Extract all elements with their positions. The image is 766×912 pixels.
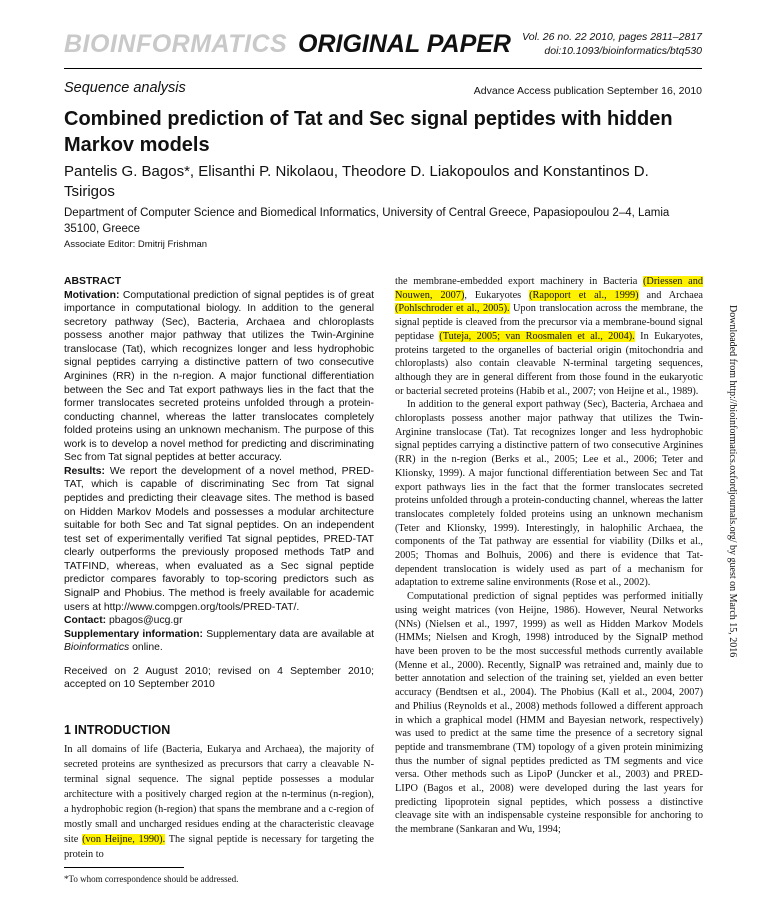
text-run: the membrane-embedded export machinery in Bacteria (395, 276, 638, 287)
intro-tail: The signal peptide is necessary for targeting the protein to (64, 834, 374, 860)
section-label: Sequence analysis (64, 80, 186, 96)
header-rule (64, 68, 702, 69)
paper-type: ORIGINAL PAPER (298, 30, 511, 58)
text-run: , Eukaryotes (464, 289, 522, 301)
citation-highlight[interactable]: (Driessen and Nouwen, 2007) (395, 276, 704, 301)
right-paragraph-3: Computational prediction of signal peptides was performed initially using weight matrices (von Heijne, 1986). However, Neural Networks (NNs) (Nielsen et al., 1997, 1999) as well as Hidden Markov Models (HMMs; Nielsen and Krogh, 1998) introduced by the SignalP method have been proven to be the most successful methods currently available (Menne et al., 2000). Recently, SignalP was retrained and, mainly due to better annotation and selection of the training set, yielded an even better accuracy (Bendtsen et al., 2004). The Phobius (Kall et al., 2004, 2007) and Philius (Reynolds et al., 2008) methods followed a different approach in which a graphical model (HMM and Bayesian network, respectively) was used to predict at the same time the presence of a secretory signal peptide and transmembrane (TM) topology of a given protein minimizing thus the number of signal peptides predicted as TM segments and vice versa. Other methods such as LipoP (Juncker et al., 2003) and PRED-LIPO (Bagos et al., 2008) were developed during the last years for predicting lipoprotein signal peptides, which possess a distinctive cleavage site with an indispensable cysteine responsible for anchoring to the membrane (Sankaran and Wu, 1994; (395, 591, 703, 836)
abstract-supplementary (64, 628, 374, 655)
intro-text: In all domains of life (Bacteria, Eukarya and Archaea), the majority of secreted proteins are synthesized as precursors that carry a cleavable N-terminal signal sequence. The signal peptide possesses a modular architecture with a positively charged region at the n-terminus (n-region), a hydrophobic region (h-region) that spans the membrane and a c-region of mostly small and uncharged residues ending at the characteristic cleavage site (64, 744, 374, 845)
supp-journal: Bioinformatics (64, 642, 130, 654)
right-paragraph-2: In addition to the general export pathway (Sec), Bacteria, Archaea and chloroplasts possess another major pathway that utilizes the Twin-Arginine translocase (Tat). Tat recognizes longer and less hydrophobic signal peptides carrying a distinctive pattern of two consecutive Arginines (RR) in the n-region (Berks et al., 2005; Lee et al., 2006; Teter and Klionsky, 1999). A major functional differentiation between Sec and Tat export pathways lies in the fact that the former translocates secreted proteins unfolded through a protein-conducting channel, whereas the latter translocates completely folded proteins using an unknown mechanism (Teter and Klionsky, 1999). Interestingly, in halophilic Archaea, the components of the Tat pathway are essential for viability (Dilks et al., 2005; Thomas and Bolhuis, 2006) and there is evidence that Tat-dependent translocation is widely used as part of a mechanism for adaptation to extreme saline environments (Rose et al., 2002). (395, 399, 703, 589)
intro-paragraph (64, 742, 374, 862)
paper-title: Combined prediction of Tat and Sec signal peptides with hidden Markov models (64, 108, 673, 156)
supp-tail: online. (132, 642, 163, 654)
citation-highlight[interactable]: (Pohlschroder et al., 2005). (395, 303, 510, 315)
received-dates: Received on 2 August 2010; revised on 4 September 2010; accepted on 10 September 2010 (64, 665, 374, 691)
motivation-label: Motivation: (64, 289, 120, 301)
journal-name: BIOINFORMATICS (64, 30, 288, 58)
supp-text: Supplementary data are available at (206, 628, 375, 640)
supp-label: Supplementary information: (64, 628, 203, 640)
volume-line: Vol. 26 no. 22 2010, pages 2811–2817 (522, 31, 702, 43)
results-text: We report the development of a novel method, PRED-TAT, which is capable of discriminating Sec from Tat signal peptides and predicting their cleavage sites. The method is based on Hidden Markov Models and possesses a modular architecture suitable for both Sec and Tat signal peptides. On an independent test set of experimentally verified Tat signal peptides, PRED-TAT clearly outperforms the previously proposed methods TatP and TATFIND, whereas, when evaluated as a Sec signal peptide predictor compares favorably to top-scoring predictors such as SignalP and Phobius. The method is freely available for academic users at http://www.compgen.org/tools/PRED-TAT/. (64, 465, 374, 613)
author-list: Pantelis G. Bagos*, Elisanthi P. Nikolaou, Theodore D. Liakopoulos and Konstantinos D. Tsirigos (64, 163, 649, 200)
contact-email[interactable]: pbagos@ucg.gr (109, 615, 183, 627)
doi-line[interactable]: doi:10.1093/bioinformatics/btq530 (544, 45, 702, 57)
citation-highlight[interactable]: (Tuteja, 2005; van Roosmalen et al., 2004). (439, 330, 635, 342)
abstract-column (64, 275, 374, 692)
citation-highlight[interactable]: (Rapoport et al., 1999) (529, 289, 639, 301)
results-label: Results: (64, 465, 105, 477)
motivation-text: Computational prediction of signal peptides is of great importance in computational biology. In addition to the general secretory pathway (Sec), Bacteria, Archaea and chloroplasts possess another major pathway that utilizes the Twin-Arginine translocase (Tat), which recognizes longer and less hydrophobic signal peptides carrying a distinctive pattern of two consecutive Arginines (RR) in the n-region. A major functional differentiation between the Sec and Tat export pathways lies in the fact that the former translocates secreted proteins unfolded through a protein-conducting channel, whereas the latter translocates completely folded proteins using an unknown mechanism. The purpose of this work is to develop a novel method for predicting and discriminating Sec from Tat signal peptides at better accuracy. (64, 289, 374, 464)
associate-editor: Associate Editor: Dmitrij Frishman (64, 239, 208, 250)
abstract-motivation (64, 289, 374, 465)
volume-info (522, 30, 702, 58)
right-paragraph-1 (395, 275, 703, 398)
affiliation: Department of Computer Science and Biomedical Informatics, University of Central Greece, Papasiopoulou 2–4, Lamia 35100, Greece (64, 207, 670, 235)
contact-label: Contact: (64, 615, 107, 627)
footnote-rule (64, 867, 184, 868)
citation-highlight[interactable]: (von Heijne, 1990). (82, 834, 166, 845)
text-run: Upon translocation across the membrane, the signal peptide is cleaved from the precursor via a membrane-bound signal peptidase (395, 303, 703, 342)
advance-access: Advance Access publication September 16, 2010 (473, 85, 702, 97)
text-run: In Eukaryotes, proteins targeted to the organelles of bacterial origin (mitochondria and chloroplasts) also contain cleavable N-terminal targeting sequences, although they are in general different from those found in the eukaryotic or bacterial secreted proteins (Habib et al., 2007; von Heijne et al., 1989). (395, 330, 704, 397)
intro-heading: 1 INTRODUCTION (64, 723, 171, 737)
abstract-heading: ABSTRACT (64, 276, 122, 287)
download-sidebar[interactable]: Downloaded from http://bioinformatics.oxfordjournals.org/ by guest on March 15, 2016 (727, 305, 738, 658)
footnote: *To whom correspondence should be addressed. (64, 874, 239, 884)
right-column (395, 275, 703, 837)
abstract-results (64, 465, 374, 614)
abstract-contact (64, 614, 374, 628)
text-run: and Archaea (646, 289, 703, 301)
